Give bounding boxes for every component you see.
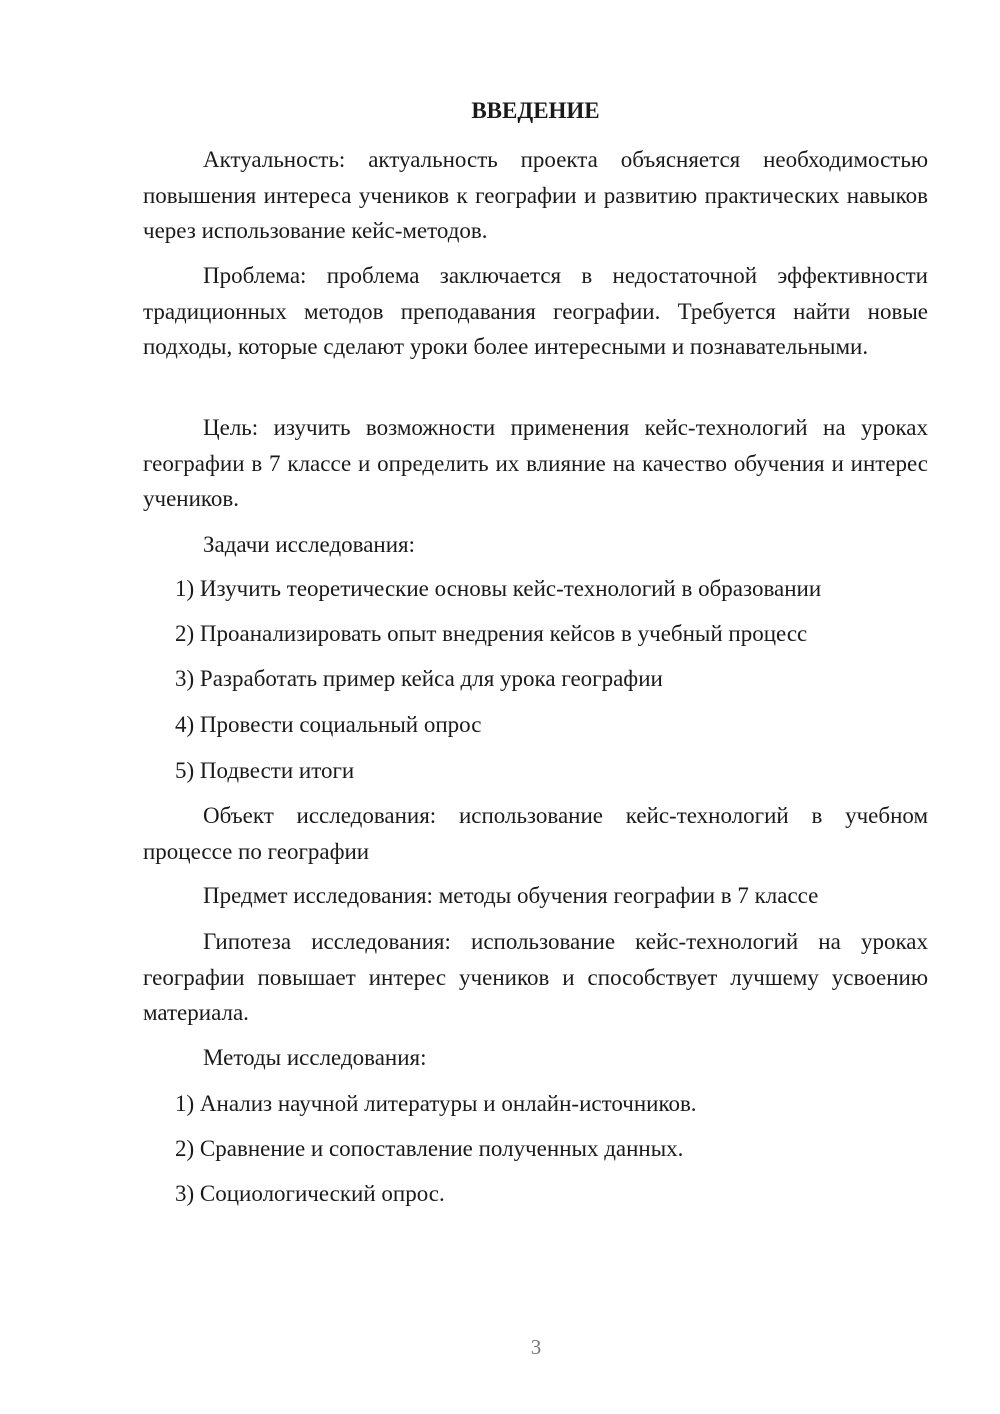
relevance-paragraph: Актуальность: актуальность проекта объясняется необходимостью повышения интереса учеников к географии и развитию практических навыков через использование кейс-методов. [143,147,928,243]
method-item-1: 1) Анализ научной литературы и онлайн-источников. [175,1091,697,1116]
tasks-heading: Задачи исследования: [203,532,416,557]
task-item-5: 5) Подвести итоги [175,758,355,783]
hypothesis-paragraph: Гипотеза исследования: использование кейс-технологий на уроках географии повышает интерес учеников и способствует лучшему усвоению материала. [143,929,928,1025]
task-item-1: 1) Изучить теоретические основы кейс-технологий в образовании [175,576,822,601]
method-item-3: 3) Социологический опрос. [175,1181,445,1206]
task-item-3: 3) Разработать пример кейса для урока географии [175,666,663,691]
task-item-4: 4) Провести социальный опрос [175,712,482,737]
method-item-2: 2) Сравнение и сопоставление полученных данных. [175,1136,684,1161]
page-number: 3 [530,1335,542,1359]
object-paragraph: Объект исследования: использование кейс-технологий в учебном процессе по географии [143,803,928,864]
page-title: ВВЕДЕНИЕ [471,98,600,123]
subject-paragraph: Предмет исследования: методы обучения географии в 7 классе [203,883,819,908]
problem-paragraph: Проблема: проблема заключается в недостаточной эффективности традиционных методов преподавания географии. Требуется найти новые подходы, которые сделают уроки более интересными и познавательными. [143,263,928,359]
methods-heading: Методы исследования: [203,1045,427,1070]
task-item-2: 2) Проанализировать опыт внедрения кейсов в учебный процесс [175,621,808,646]
goal-paragraph: Цель: изучить возможности применения кейс-технологий на уроках географии в 7 классе и определить их влияние на качество обучения и интерес учеников. [143,415,928,511]
